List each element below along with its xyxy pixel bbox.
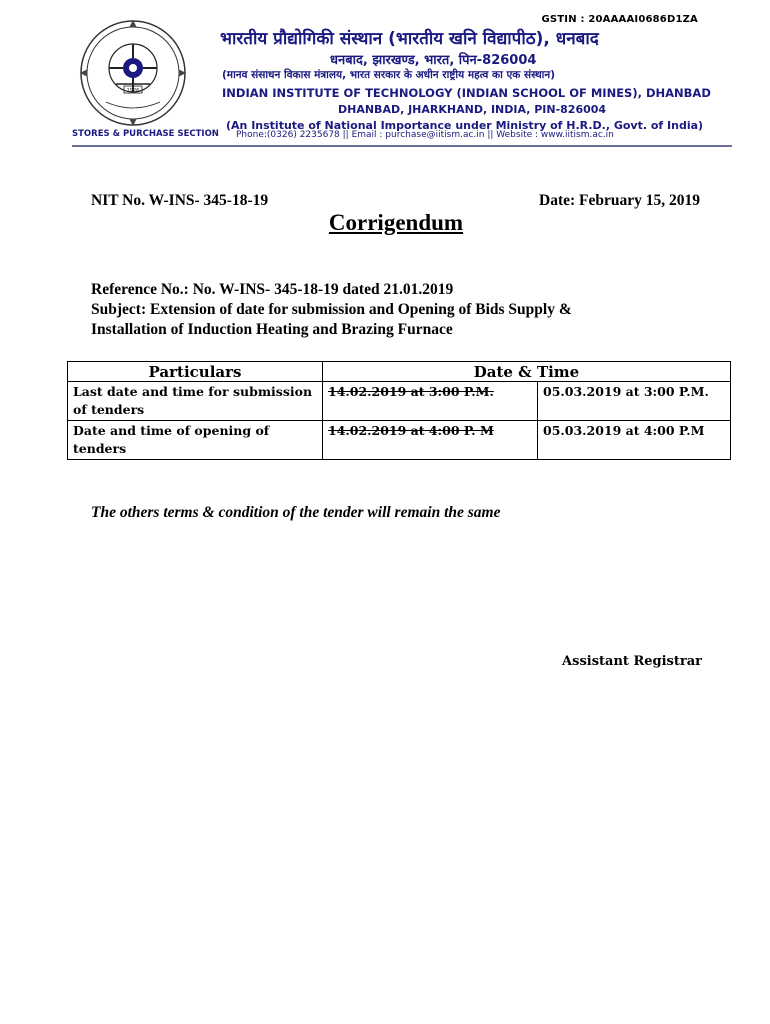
new-date-cell: 05.03.2019 at 3:00 P.M. bbox=[538, 382, 731, 421]
document-title bbox=[0, 210, 770, 236]
institute-logo bbox=[78, 18, 188, 128]
particular-cell: Date and time of opening of tenders bbox=[68, 421, 323, 460]
header-particulars: Particulars bbox=[68, 362, 323, 382]
table-header-row bbox=[68, 362, 731, 382]
contact-line: Phone:(0326) 2235678 || Email : purchase@iitism.ac.in || Website : www.iitism.ac.in bbox=[236, 130, 614, 140]
document-title-text: Corrigendum bbox=[328, 210, 464, 235]
section-label: STORES & PURCHASE SECTION bbox=[72, 129, 219, 139]
letterhead bbox=[0, 0, 770, 150]
nit-number: NIT No. W-INS- 345-18-19 bbox=[91, 192, 269, 209]
table-row bbox=[68, 382, 731, 421]
signatory: Assistant Registrar bbox=[562, 654, 702, 669]
table-row bbox=[68, 421, 731, 460]
header-date-time: Date & Time bbox=[323, 362, 731, 382]
schedule-table bbox=[67, 361, 731, 460]
notice-date: Date: February 15, 2019 bbox=[539, 192, 700, 209]
hindi-address: धनबाद, झारखण्ड, भारत, पिन-826004 bbox=[330, 53, 537, 68]
terms-note: The others terms & condition of the tender will remain the same bbox=[91, 504, 501, 521]
institute-status-line: (An Institute of National Importance under Ministry of H.R.D., Govt. of India) bbox=[226, 119, 704, 132]
subject-line-1: Subject: Extension of date for submission and Opening of Bids Supply & bbox=[91, 301, 572, 318]
reference-block bbox=[91, 280, 691, 340]
hindi-institute-name: भारतीय प्रौद्योगिकी संस्थान (भारतीय खनि विद्यापीठ), धनबाद bbox=[220, 29, 599, 49]
logo-year: 1926 bbox=[126, 88, 140, 94]
english-institute-name: INDIAN INSTITUTE OF TECHNOLOGY (INDIAN SCHOOL OF MINES), DHANBAD bbox=[222, 86, 711, 100]
header-divider bbox=[72, 145, 732, 147]
particular-cell: Last date and time for submission of tenders bbox=[68, 382, 323, 421]
english-address: DHANBAD, JHARKHAND, INDIA, PIN-826004 bbox=[338, 103, 607, 116]
new-date-cell: 05.03.2019 at 4:00 P.M bbox=[538, 421, 731, 460]
subject-line-2: Installation of Induction Heating and Brazing Furnace bbox=[91, 321, 453, 338]
gstin-number: GSTIN : 20AAAAI0686D1ZA bbox=[541, 14, 698, 25]
old-date-cell: 14.02.2019 at 4:00 P. M bbox=[323, 421, 538, 460]
reference-line: Reference No.: No. W-INS- 345-18-19 dated 21.01.2019 bbox=[91, 281, 454, 298]
old-date-cell: 14.02.2019 at 3:00 P.M. bbox=[323, 382, 538, 421]
hindi-ministry-line: (मानव संसाधन विकास मंत्रालय, भारत सरकार के अधीन राष्ट्रीय महत्व का एक संस्थान) bbox=[222, 69, 556, 81]
